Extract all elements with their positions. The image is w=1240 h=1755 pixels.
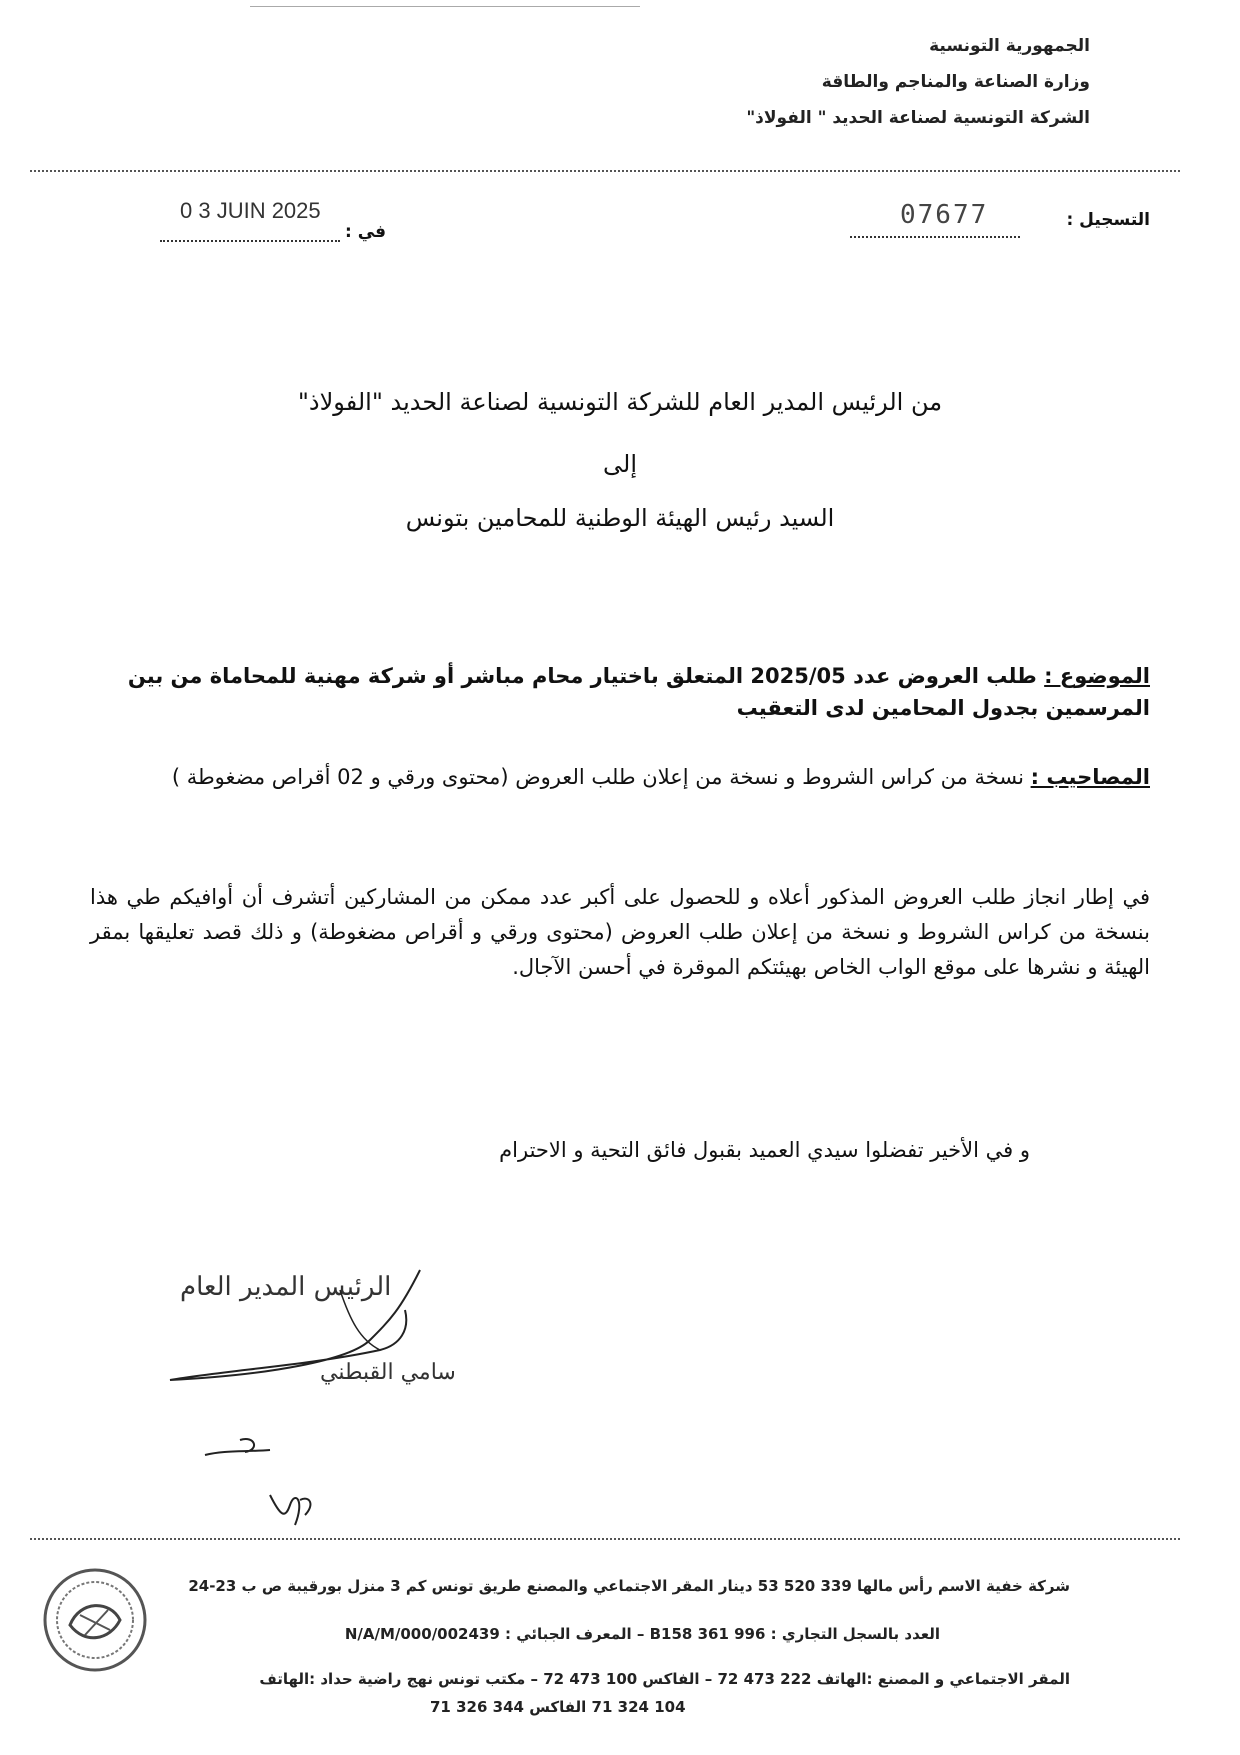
date-label: في :	[345, 222, 387, 242]
scan-mark	[250, 6, 640, 7]
footer-registry: العدد بالسجل التجاري : B158 361 996 – المعرف الجبائي : 002439/N/A/M/000	[344, 1625, 940, 1643]
registration-number: 07677	[900, 200, 989, 230]
company-seal-icon	[40, 1565, 150, 1675]
enclosures-label: المصاحيب :	[1030, 765, 1150, 789]
footer-contacts: المقر الاجتماعي و المصنع :الهاتف 222 473 72 – الفاكس 100 473 72 – مكتب تونس نهج راضية حداد :الهاتف	[259, 1670, 1070, 1688]
date-dots	[160, 240, 340, 242]
enclosures-block	[90, 765, 1150, 789]
footer-company-info: شركة خفية الاسم رأس مالها 339 520 53 دينار المقر الاجتماعي والمصنع طريق تونس كم 3 منزل بورقيبة ص ب 23-24	[188, 1577, 1070, 1595]
recipient-line: السيد رئيس الهيئة الوطنية للمحامين بتونس	[405, 504, 835, 532]
header-republic: الجمهورية التونسية	[929, 36, 1090, 56]
subject-text: طلب العروض عدد 2025/05 المتعلق باختيار محام مباشر أو شركة مهنية للمحاماة من بين المرسمين بجدول المحامين لدى التعقيب	[127, 664, 1150, 720]
subject-label: الموضوع :	[1044, 664, 1150, 688]
sender-line: من الرئيس المدير العام للشركة التونسية لصناعة الحديد "الفولاذ"	[297, 388, 943, 416]
footer-contacts-2: 104 324 71 الفاكس 344 326 71	[430, 1698, 686, 1716]
registration-dots	[850, 236, 1020, 238]
signature-name: سامي القبطني	[320, 1360, 456, 1385]
date-stamp: 0 3 JUIN 2025	[180, 198, 321, 223]
subject-block	[90, 660, 1150, 724]
header-divider	[30, 170, 1180, 172]
to-word: إلى	[603, 450, 637, 478]
header-ministry: وزارة الصناعة والمناجم والطاقة	[821, 72, 1090, 92]
header-company: الشركة التونسية لصناعة الحديد " الفولاذ"	[746, 108, 1090, 128]
initials-mark	[200, 1430, 280, 1470]
signature-title: الرئيس المدير العام	[180, 1272, 392, 1302]
enclosures-text: نسخة من كراس الشروط و نسخة من إعلان طلب العروض (محتوى ورقي و 02 أقراص مضغوطة )	[171, 765, 1024, 789]
registration-label: التسجيل :	[1066, 210, 1150, 230]
body-paragraph: في إطار انجاز طلب العروض المذكور أعلاه و للحصول على أكبر عدد ممكن من المشاركين أتشرف أن أوافيكم طي هذا بنسخة من كراس الشروط و نسخة من إعلان طلب العروض (محتوى ورقي و أقراص مضغوطة) و ذلك قصد تعليقها بمقر الهيئة و نشرها على موقع الواب الخاص بهيئتكم الموقرة في أحسن الآجال.	[90, 885, 1150, 979]
footer-divider	[30, 1538, 1180, 1540]
closing-line: و في الأخير تفضلوا سيدي العميد بقبول فائق التحية و الاحترام	[499, 1138, 1030, 1162]
paraph-mark	[265, 1485, 325, 1535]
